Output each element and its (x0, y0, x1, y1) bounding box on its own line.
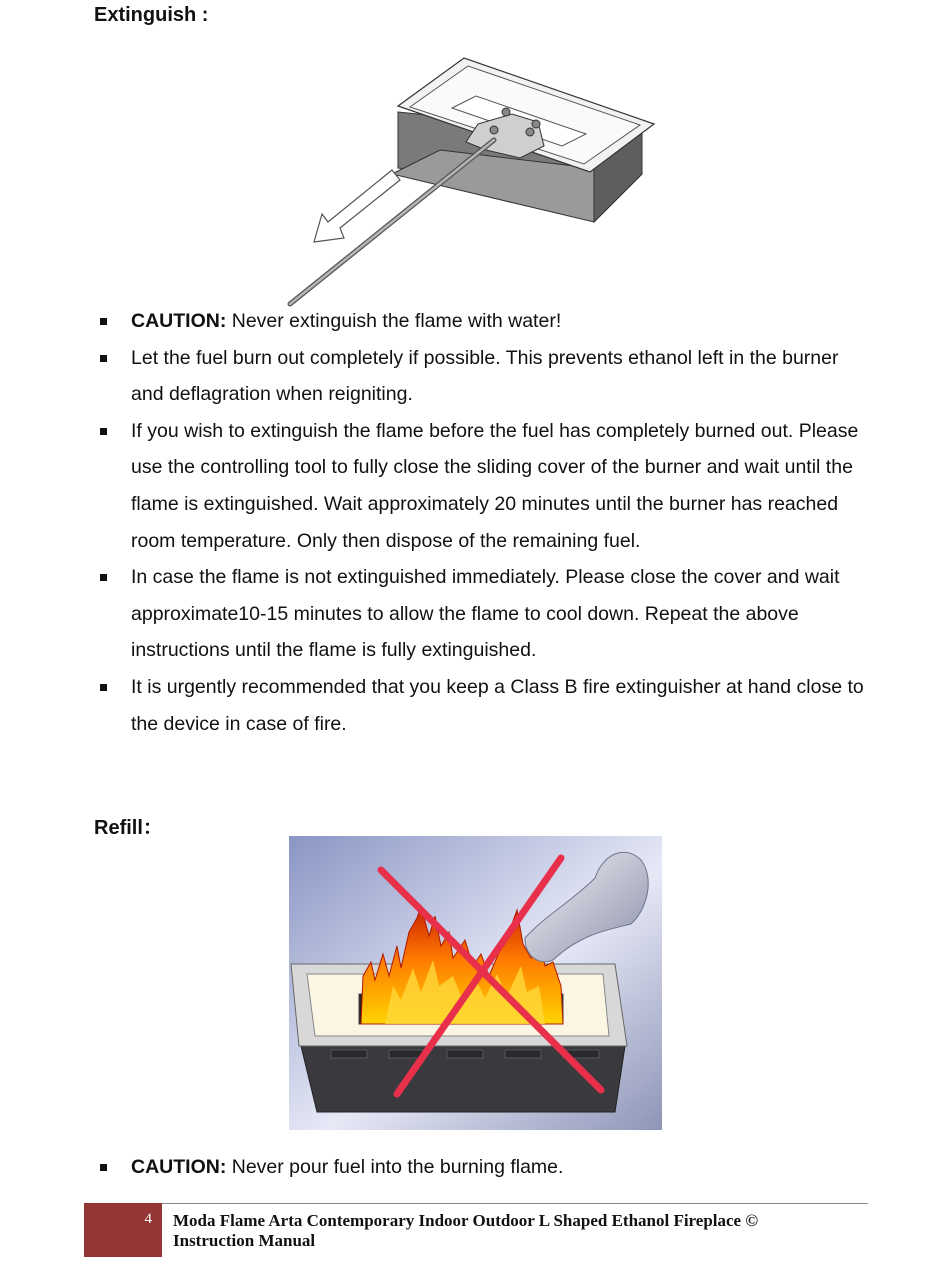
list-item (96, 340, 876, 413)
footer-title-line: Instruction Manual (173, 1231, 316, 1250)
no-refill-while-burning-illustration (289, 836, 662, 1130)
list-item-text: It is urgently recommended that you keep a Class B fire extinguisher at hand close to the device in case of fire. (131, 675, 864, 735)
footer-title (173, 1211, 853, 1251)
list-item (96, 1149, 876, 1186)
list-item (96, 303, 876, 340)
caution-label: CAUTION: (131, 1156, 232, 1178)
bullet-icon (100, 1164, 107, 1171)
list-item-text: Never extinguish the flame with water! (231, 310, 562, 332)
refill-heading: Refill： (94, 817, 163, 839)
bullet-icon (100, 428, 107, 435)
bullet-icon (100, 684, 107, 691)
list-item-text: If you wish to extinguish the flame before the fuel has completely burned out. Please use the controlling tool to fully close the sliding cover of the burner and wait until the flame is extinguished. Wait approximately 20 minutes until the burner has reached room temperature. Only then dispose of the remaining fuel. (131, 419, 859, 552)
burner-illustration-svg (280, 50, 660, 315)
list-item (96, 669, 876, 742)
bullet-icon (100, 574, 107, 581)
refill-instructions-list (96, 1149, 876, 1186)
extinguish-instructions-list (96, 303, 876, 742)
extinguish-heading: Extinguish : (94, 4, 209, 26)
page-number-badge (84, 1203, 162, 1257)
list-item-text: Never pour fuel into the burning flame. (231, 1156, 564, 1178)
list-item-text: In case the flame is not extinguished immediately. Please close the cover and wait approximate10-15 minutes to allow the flame to cool down. Repeat the above instructions until the flame is fully extinguished. (131, 566, 840, 662)
footer-title-line: Moda Flame Arta Contemporary Indoor Outdoor L Shaped Ethanol Fireplace © (173, 1211, 759, 1230)
page-number: 4 (144, 1211, 152, 1227)
list-item (96, 559, 876, 669)
caution-label: CAUTION: (131, 310, 232, 332)
bullet-icon (100, 318, 107, 325)
refill-illustration-svg (289, 836, 662, 1130)
bullet-icon (100, 355, 107, 362)
list-item (96, 413, 876, 559)
burner-control-tool-illustration (280, 50, 660, 315)
footer-divider (84, 1203, 868, 1204)
list-item-text: Let the fuel burn out completely if possible. This prevents ethanol left in the burner and deflagration when reigniting. (131, 346, 839, 406)
